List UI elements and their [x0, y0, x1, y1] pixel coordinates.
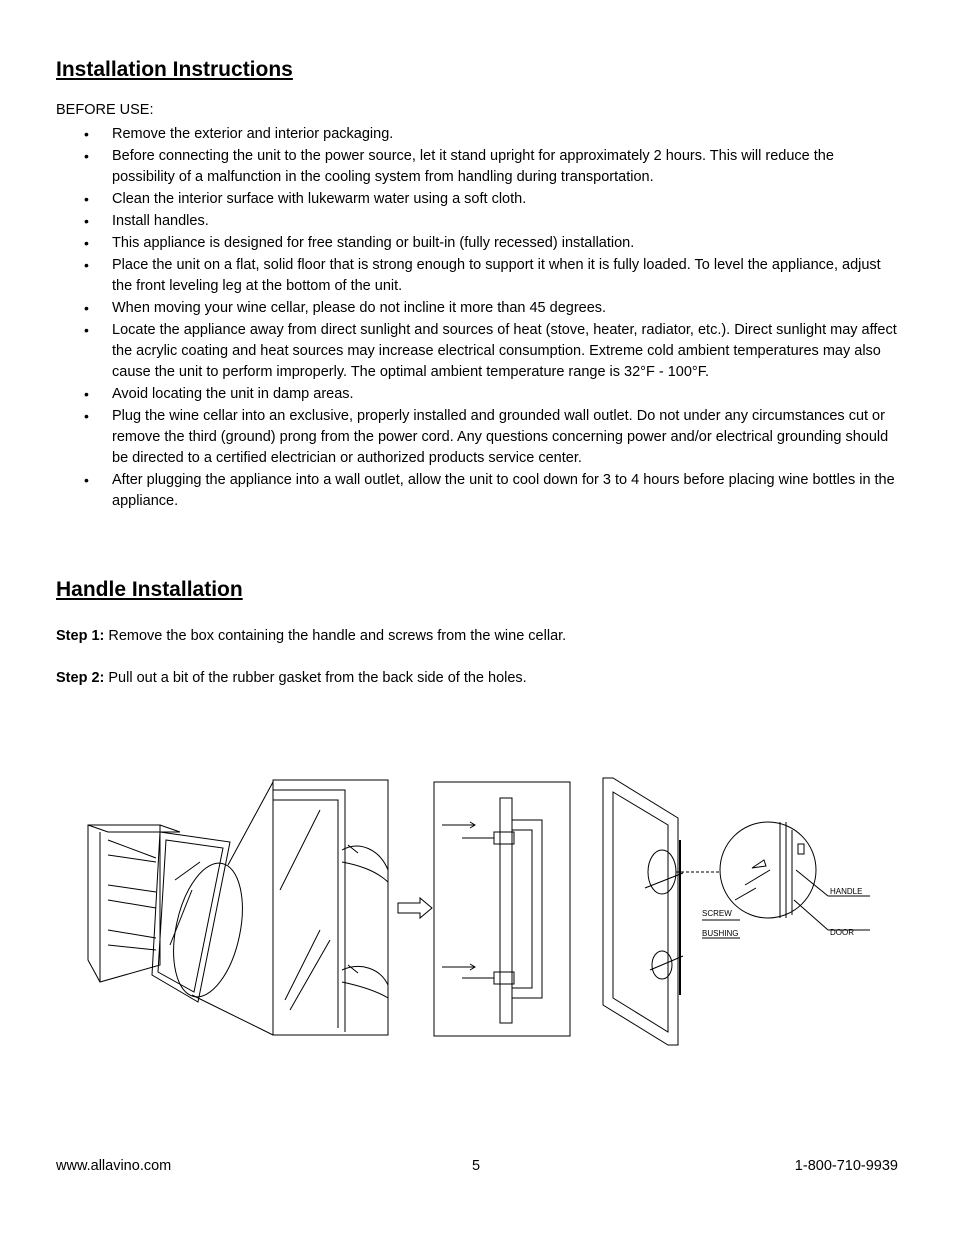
screw-label: SCREW: [702, 909, 732, 918]
handle-installation-diagram: [80, 770, 900, 1050]
bushing-label: BUSHING: [702, 929, 739, 938]
list-item: • After plugging the appliance into a wall outlet, allow the unit to cool down for 3 to 4 hours before placing wine bottles in the appliance.: [56, 470, 898, 512]
handle-installation-heading: Handle Installation: [56, 578, 243, 601]
list-item: • This appliance is designed for free standing or built-in (fully recessed) installation.: [56, 233, 898, 254]
door-handle-exploded-illustration: [603, 778, 870, 1045]
list-item: • Locate the appliance away from direct sunlight and sources of heat (stove, heater, radiator, etc.). Direct sunlight may affect the acrylic coating and heat sources may increase electrical consumption. Extreme cold ambient temperatures may also cause the unit to perform improperly. The optimal ambient temperature range is 32°F - 100°F.: [56, 320, 898, 383]
list-item: • Plug the wine cellar into an exclusive, properly installed and grounded wall outlet. Do not under any circumstances cut or remove the third (ground) prong from the power cord. Any questions concerning power and/or electrical grounding should be directed to a certified electrician or authorized products service center.: [56, 406, 898, 469]
step-2-label: Step 2:: [56, 670, 105, 686]
door-label: DOOR: [830, 928, 854, 937]
installation-instructions-heading: Installation Instructions: [56, 58, 293, 81]
step-1-label: Step 1:: [56, 628, 105, 644]
diagram-svg: [80, 770, 900, 1050]
step-2-text: Pull out a bit of the rubber gasket from the back side of the holes.: [104, 670, 527, 686]
gasket-detail-illustration: [273, 780, 388, 1035]
list-item: • Before connecting the unit to the power source, let it stand upright for approximately 2 hours. This will reduce the possibility of a malfunction in the cooling system from handling during transportation.: [56, 146, 898, 188]
list-item: • Avoid locating the unit in damp areas.: [56, 384, 898, 405]
step-2: [56, 670, 527, 686]
step-1: [56, 628, 566, 644]
wine-cellar-illustration: [88, 782, 273, 1035]
list-item: • When moving your wine cellar, please do not incline it more than 45 degrees.: [56, 298, 898, 319]
list-item: • Remove the exterior and interior packaging.: [56, 124, 898, 145]
footer-website: www.allavino.com: [56, 1158, 172, 1174]
before-use-label: BEFORE USE:: [56, 102, 154, 118]
list-item: • Place the unit on a flat, solid floor that is strong enough to support it when it is fully loaded. To level the appliance, adjust the front leveling leg at the bottom of the unit.: [56, 255, 898, 297]
arrow-right-icon: [398, 898, 432, 918]
handle-label: HANDLE: [830, 887, 863, 896]
list-item: • Clean the interior surface with lukewarm water using a soft cloth.: [56, 189, 898, 210]
step-1-text: Remove the box containing the handle and screws from the wine cellar.: [104, 628, 567, 644]
list-item: • Install handles.: [56, 211, 898, 232]
footer-phone: 1-800-710-9939: [794, 1158, 898, 1174]
footer-page-number: 5: [472, 1158, 481, 1174]
installation-bullet-list: [56, 124, 898, 513]
handle-bushing-illustration: [434, 782, 570, 1036]
